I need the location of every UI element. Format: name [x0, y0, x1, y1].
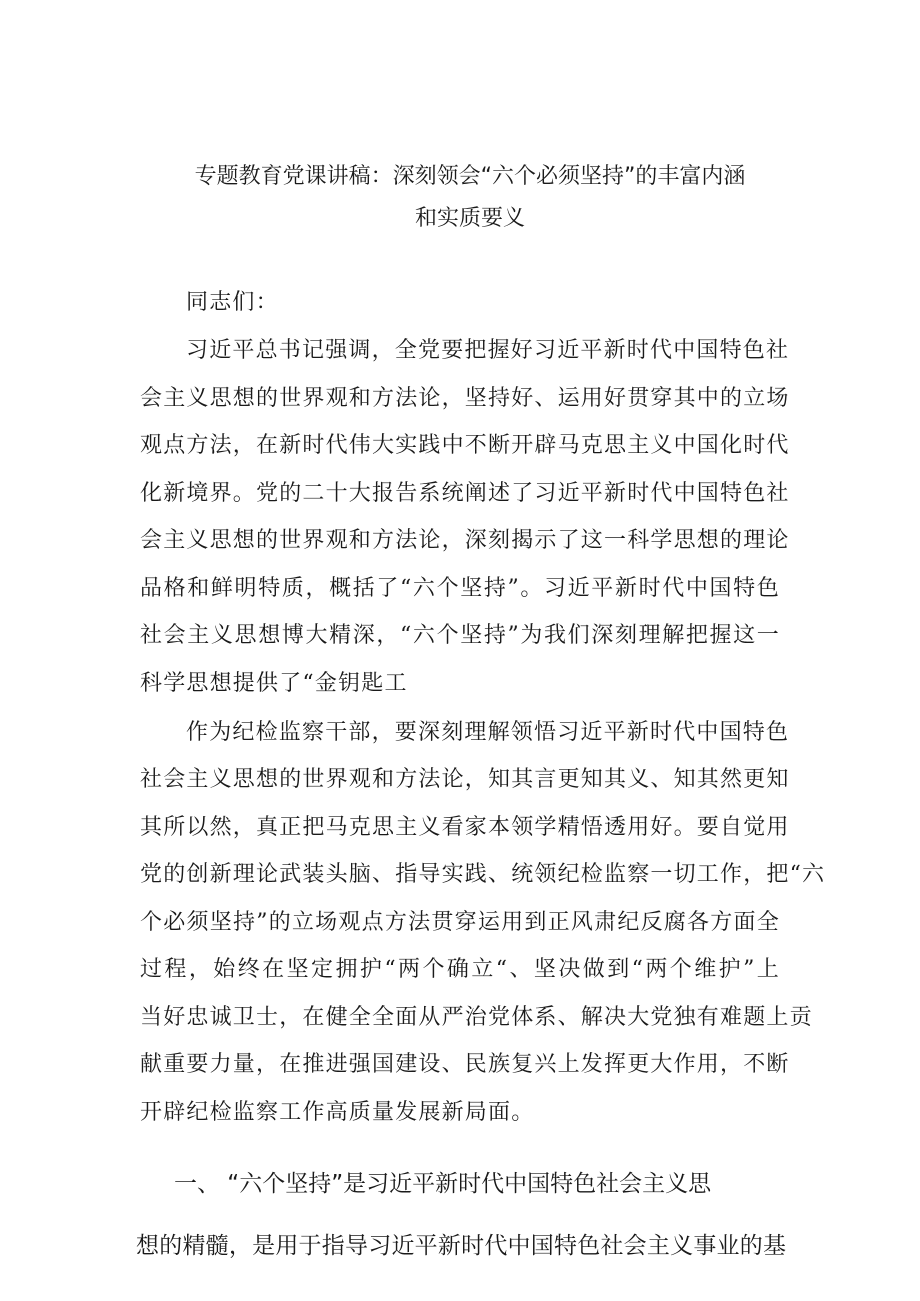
paragraph-1-line: 会主义思想的世界观和方法论，坚持好、运用好贯穿其中的立场	[140, 386, 790, 411]
paragraph-1-line: 习近平总书记强调，全党要把握好习近平新时代中国特色社	[186, 338, 790, 363]
paragraph-2-line: 献重要力量，在推进强国建设、民族复兴上发挥更大作用，不断	[140, 1052, 790, 1077]
document-title-line-2: 和实质要义	[414, 206, 525, 231]
paragraph-1-line: 社会主义思想博大精深，“六个坚持”为我们深刻理解把握这一	[140, 623, 780, 648]
paragraph-2-line: 其所以然，真正把马克思主义看家本领学精悟透用好。要自觉用	[140, 815, 790, 840]
paragraph-2-line: 开辟纪检监察工作高质量发展新局面。	[140, 1100, 535, 1125]
paragraph-1-line: 科学思想提供了“金钥匙工	[140, 671, 408, 696]
salutation: 同志们：	[186, 290, 279, 315]
paragraph-1-line: 化新境界。党的二十大报告系统阐述了习近平新时代中国特色社	[140, 481, 790, 506]
paragraph-2-line: 个必须坚持”的立场观点方法贯穿运用到正风肃纪反腐各方面全	[140, 910, 780, 935]
paragraph-2-line: 过程，始终在坚定拥护“两个确立“、坚决做到“两个维护”上	[140, 957, 780, 982]
paragraph-2-line: 当好忠诚卫士，在健全全面从严治党体系、解决大党独有难题上贡	[140, 1005, 813, 1030]
document-title-line-1: 专题教育党课讲稿：深刻领会“六个必须坚持”的丰富内涵	[194, 164, 746, 189]
paragraph-2-line: 社会主义思想的世界观和方法论，知其言更知其义、知其然更知	[140, 767, 790, 792]
section-heading-line-1: 一、 “六个坚持”是习近平新时代中国特色社会主义思	[174, 1171, 712, 1197]
paragraph-2-line: 作为纪检监察干部，要深刻理解领悟习近平新时代中国特色	[186, 720, 790, 745]
paragraph-1-line: 品格和鲜明特质，概括了“六个坚持”。习近平新时代中国特色	[140, 576, 780, 601]
paragraph-1-line: 会主义思想的世界观和方法论，深刻揭示了这一科学思想的理论	[140, 528, 790, 553]
paragraph-2-line: 党的创新理论武装头脑、指导实践、统领纪检监察一切工作，把“六	[140, 862, 826, 887]
paragraph-1-line: 观点方法，在新时代伟大实践中不断开辟马克思主义中国化时代	[140, 433, 790, 458]
section-heading-line-2: 想的精髓，是用于指导习近平新时代中国特色社会主义事业的基	[136, 1233, 786, 1259]
